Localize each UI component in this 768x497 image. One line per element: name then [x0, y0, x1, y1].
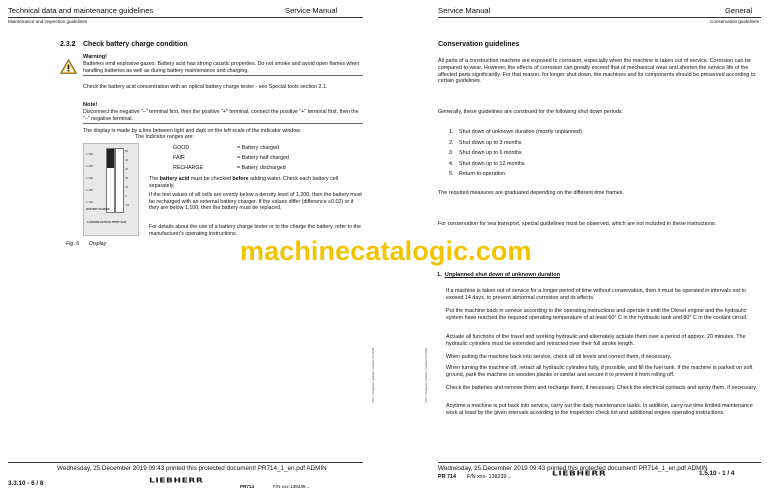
- note-text: Disconnect the negative "–" terminal first, then the positive "+" terminal, connect the positive "+" terminal first, then the "–" negative terminal.: [83, 109, 359, 122]
- period-text: Shut down of unknown duration (mostly unplanned): [459, 129, 582, 135]
- right-side-edition: LWT / Ausgabe / Edition / Edition 03.2009: [424, 347, 428, 403]
- left-footer-rule: [8, 462, 363, 463]
- right-footer-rule: [438, 462, 761, 463]
- shutdown-paragraph-6: Check the batteries and remove them and recharge them, if necessary. Check the electrical contacts and spray them, if necessary.: [446, 385, 758, 391]
- range-meaning-fair: = Battery half charged: [237, 155, 289, 161]
- gauge-left-tick: 1,200: [86, 176, 93, 180]
- indicator-dark-zone: [107, 149, 114, 168]
- gauge-right-tick: 40: [125, 158, 129, 162]
- gauge-left-tick: 1,150: [86, 188, 93, 192]
- gauge-right-tick: 0: [125, 194, 127, 198]
- warning-head: Warning!: [83, 54, 108, 60]
- range-meaning-good: = Battery charged: [237, 145, 279, 151]
- liebherr-logo: LIEBHERR: [149, 477, 204, 485]
- ranges-intro: The indicator ranges are:: [135, 134, 194, 140]
- shutdown-paragraph-1: If a machine is taken out of service for a longer period of time without conservation, then it must be operated in intervals not to exceed 14 days, to prevent abnormal corrosion and its effects.: [446, 288, 746, 301]
- left-side-edition: LWT / Ausgabe / Edition / Edition 03.2009: [371, 347, 375, 403]
- range-name-recharge: RECHARGE: [173, 165, 204, 171]
- left-footer-date: Wednesday, 25.December 2019 09:43 printed this protected document! PR714_1_en.pdf ADMIN: [57, 465, 327, 472]
- gauge-left-tick: 1,250: [86, 164, 93, 168]
- shutdown-paragraph-3: Actuate all functions of the travel and working hydraulic and alternately actuate them over a period of approx. 20 minutes. The hydraulic cylinders must be extended and retracted over their full stroke length.: [446, 334, 746, 347]
- shutdown-paragraph-2: Put the machine back in service according to the operating instructions and operate it until the Diesel engine and the hydraulic system have reached the required operating temperature of at least 60° C in the hydraulic tank and 80° C in the coolant circuit.: [446, 308, 748, 321]
- left-footer-fn: F/N xxx-138239→: [273, 484, 311, 489]
- period-text: Shut down up to 12 months: [459, 160, 525, 167]
- range-meaning-recharge: = Battery discharged: [237, 165, 286, 171]
- gauge-footer-left: BATTERY CHARGE: [86, 208, 110, 211]
- figure-caption: Display: [89, 241, 107, 247]
- right-footer-date: Wednesday, 25.December 2019 09:43 printed this protected document! PR714_1_en.pdf ADMIN: [438, 465, 708, 472]
- gauge-right-tick: 30: [125, 167, 129, 171]
- subsection-title: Unplanned shut down of unknown duration: [444, 272, 561, 278]
- right-header-sub: Conservation guidelines: [710, 19, 760, 24]
- periods-list: [449, 129, 582, 182]
- note-box: [83, 102, 363, 124]
- note-head: Note!: [83, 102, 98, 108]
- left-page-ref: 3.3.10 - 6 / 8: [8, 480, 44, 487]
- battery-tester-display: [83, 143, 139, 236]
- sea-paragraph: For conservation for sea transport, special guidelines must be observed, which are not included in these instructions.: [438, 221, 717, 227]
- shutdown-paragraph-7: Anytime a machine is put back into service, carry out the daily maintenance tasks. In addition, carry out time limited maintenance work at least by the given intervals according to the inspection check list and additional engine operating instructions.: [446, 403, 753, 416]
- warning-text: Batteries emit explosive gases. Battery acid has strong caustic properties. Do not smoke and avoid open flames when handling batteries as well as during battery maintenance and charging.: [83, 61, 360, 74]
- right-page-ref: 1.5.10 - 1 / 4: [699, 470, 735, 477]
- density-paragraph: If the test values of all cells are evenly below a density level of 1,200, then the battery must be recharged with an external battery charger. If the values differ (difference ≥0.02) or if they are below 1,100, then the battery must be replaced.: [149, 192, 362, 212]
- check-paragraph: Check the battery acid concentration with an optical battery charge tester - see Special tools section 2.1.: [83, 84, 328, 90]
- right-header-rule: [438, 17, 761, 18]
- left-header-rule: [8, 17, 363, 18]
- gauge-right-tick: -10: [125, 203, 130, 207]
- right-header-title: General: [725, 6, 753, 15]
- period-text: Return to operation: [459, 171, 506, 177]
- gauge-right-tick: 50: [125, 149, 129, 153]
- shutdown-paragraph-4: When putting the machine back into service, check all oil levels and correct them, if necessary.: [446, 354, 672, 360]
- conservation-title: Conservation guidelines: [438, 41, 520, 48]
- list-item: 1. Shut down of unknown duration (mostly unplanned): [449, 129, 582, 135]
- acid-bold2: before: [232, 176, 249, 182]
- subsection-number: 1.: [437, 272, 442, 278]
- list-item: 2. Shut down up to 3 months: [449, 139, 522, 146]
- range-name-fair: FAIR: [173, 155, 185, 161]
- liebherr-logo: LIEBHERR: [552, 470, 607, 478]
- figure-label: Fig. 6: [66, 241, 80, 247]
- acid-paragraph: [149, 176, 364, 189]
- right-footer-fn: F/N xxx- 138239→: [467, 474, 512, 480]
- left-header-manual: Service Manual: [285, 6, 338, 15]
- acid-end: adding water. Check each battery cell separately.: [149, 176, 339, 189]
- gauge-footer-bottom: CATHODE DETECH PROPYLEN: [87, 221, 127, 224]
- indicator-window: [106, 148, 115, 213]
- left-footer-model: PR714: [240, 484, 255, 489]
- right-header-manual: Service Manual: [438, 6, 491, 15]
- gauge-right-tick: 10: [125, 185, 129, 189]
- period-text: Shut down up to 6 months: [459, 150, 522, 156]
- display-paragraph: The display is made by a line between light and dark on the left scale of the indicator window.: [83, 128, 302, 134]
- acid-post: must be checked: [189, 176, 233, 182]
- watermark-text: machinecatalogic.com: [240, 236, 532, 266]
- subsection-heading: [437, 272, 560, 278]
- left-header-sub: Maintenance and inspection guidelines: [8, 19, 88, 24]
- list-item: 4. Shut down up to 12 months: [449, 160, 525, 167]
- period-text: Shut down up to 3 months: [459, 139, 522, 146]
- intro-paragraph: All parts of a construction machine are exposed to corrosion, especially when the machine is taken out of service. Corrosion can be compared to wear. However, the effects of corrosion can greatly exceed that of mechanical wear and shorten the service life of the affected parts significantly. For that reason, for longer shut down, the machines and its components should be preserved according to certain guidelines.: [438, 58, 756, 85]
- right-footer-model: PR 714: [438, 474, 456, 480]
- details-paragraph: For details about the use of a battery charge tester or to the charge the battery, refer to the manufacturer's operating instructions.: [149, 224, 361, 237]
- warning-icon: [60, 59, 77, 74]
- temperature-window: [115, 148, 124, 213]
- list-item: 3. Shut down up to 6 months: [449, 150, 522, 156]
- periods-paragraph: Generally, these guidelines are construed for the following shut down periods:: [438, 109, 624, 115]
- gauge-left-tick: 1,100: [86, 200, 93, 204]
- section-title: Check battery charge condition: [83, 41, 188, 48]
- left-header-title: Technical data and maintenance guidelines: [8, 6, 154, 15]
- warning-box: [83, 54, 363, 76]
- acid-bold: battery acid: [159, 176, 190, 182]
- section-number: 2.3.2: [60, 41, 76, 48]
- gauge-left-tick: 1,300: [86, 152, 93, 156]
- gauge-right-tick: 20: [125, 176, 129, 180]
- shutdown-paragraph-5: When turning the machine off, retract all hydraulic cylinders fully, if possible, and fill the fuel tank. If the machine is parked on soft ground, park the machine on wooden planks or similar and secure it to prevent it from rolling off.: [446, 365, 753, 378]
- range-name-good: GOOD: [173, 145, 190, 151]
- acid-pre: The: [149, 176, 160, 182]
- list-item: 5. Return to operation: [449, 171, 506, 177]
- graduated-paragraph: The required measures are graduated depending on the different time frames.: [438, 190, 624, 196]
